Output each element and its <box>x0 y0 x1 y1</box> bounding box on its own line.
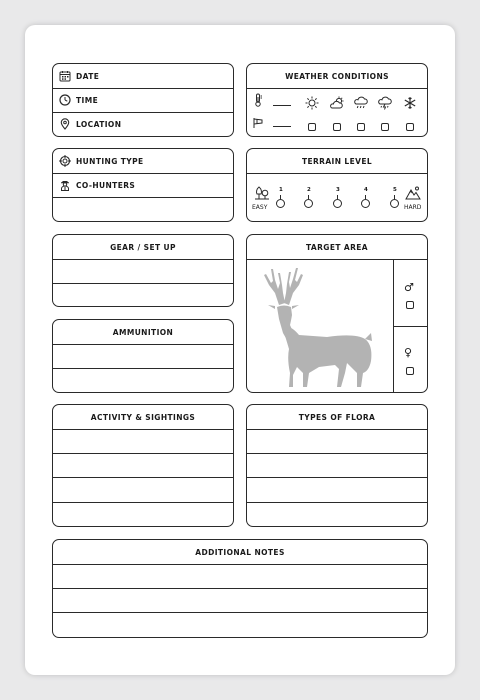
terrain-level-4-label: 4 <box>364 187 368 193</box>
co-hunters-field[interactable] <box>53 173 233 197</box>
male-symbol: ♂ <box>404 281 414 294</box>
activity-title: ACTIVITY & SIGHTINGS <box>53 405 233 430</box>
clock-icon <box>59 94 71 106</box>
notes-title: ADDITIONAL NOTES <box>53 540 427 565</box>
gear-title: GEAR / SET UP <box>53 235 233 260</box>
location-field[interactable] <box>53 112 233 136</box>
rain-checkbox[interactable] <box>357 123 365 131</box>
terrain-title: TERRAIN LEVEL <box>247 149 427 174</box>
terrain-box <box>246 148 428 222</box>
snowflake-checkbox[interactable] <box>406 123 414 131</box>
gear-box <box>52 234 234 307</box>
terrain-easy-label: EASY <box>252 204 268 211</box>
hunting-info-box <box>52 148 234 222</box>
target-area-box <box>246 234 428 393</box>
female-checkbox[interactable] <box>406 367 414 375</box>
time-field[interactable] <box>53 88 233 112</box>
partly-cloudy-checkbox[interactable] <box>333 123 341 131</box>
time-label: TIME <box>76 95 99 105</box>
terrain-level-3-radio[interactable] <box>333 199 342 208</box>
rain-icon <box>353 96 369 110</box>
terrain-level-5-label: 5 <box>393 187 397 193</box>
thermometer-icon <box>252 93 264 107</box>
weather-box <box>246 63 428 137</box>
sun-icon <box>305 96 319 110</box>
terrain-level-3-label: 3 <box>336 187 340 193</box>
terrain-level-1-label: 1 <box>279 187 283 193</box>
hunting-type-label: HUNTING TYPE <box>76 156 144 166</box>
date-time-location-box <box>52 63 234 137</box>
date-field[interactable] <box>53 64 233 88</box>
flora-title: TYPES OF FLORA <box>247 405 427 430</box>
hunter-person-icon <box>59 179 71 191</box>
terrain-level-4-radio[interactable] <box>361 199 370 208</box>
deer-silhouette-icon <box>259 263 383 391</box>
target-area-title: TARGET AREA <box>247 235 427 260</box>
trees-icon <box>254 186 270 200</box>
terrain-level-5-radio[interactable] <box>390 199 399 208</box>
notes-box <box>52 539 428 638</box>
location-pin-icon <box>59 118 71 130</box>
terrain-level-1-radio[interactable] <box>276 199 285 208</box>
ammunition-title: AMMUNITION <box>53 320 233 345</box>
female-symbol: ♀ <box>404 346 413 359</box>
location-label: LOCATION <box>76 119 122 129</box>
windsock-icon <box>252 117 264 129</box>
partly-cloudy-icon <box>329 96 345 110</box>
ammunition-box <box>52 319 234 393</box>
terrain-level-2-radio[interactable] <box>304 199 313 208</box>
storm-checkbox[interactable] <box>381 123 389 131</box>
hunting-type-field[interactable] <box>53 149 233 173</box>
weather-title: WEATHER CONDITIONS <box>247 64 427 89</box>
date-label: DATE <box>76 71 100 81</box>
terrain-hard-label: HARD <box>404 204 422 211</box>
snowflake-icon <box>403 96 417 110</box>
mountain-icon <box>405 186 421 200</box>
male-checkbox[interactable] <box>406 301 414 309</box>
terrain-level-2-label: 2 <box>307 187 311 193</box>
co-hunters-label: CO-HUNTERS <box>76 180 136 190</box>
flora-box <box>246 404 428 527</box>
activity-box <box>52 404 234 527</box>
sun-checkbox[interactable] <box>308 123 316 131</box>
logbook-page <box>25 25 455 675</box>
storm-icon <box>377 96 393 110</box>
calendar-icon <box>59 70 71 82</box>
crosshair-icon <box>59 155 71 167</box>
